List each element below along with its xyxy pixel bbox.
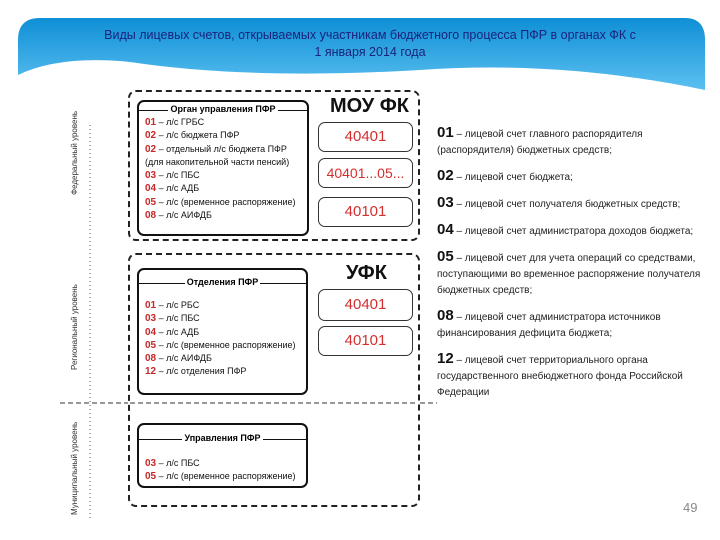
account-code: 12 bbox=[145, 366, 157, 378]
level-label-federal: Федеральный уровень bbox=[70, 110, 79, 195]
federal-fk-name: МОУ ФК bbox=[330, 95, 409, 117]
legend-item bbox=[437, 195, 707, 213]
account-code: 01 bbox=[437, 124, 454, 141]
account-description: – л/с ПБС bbox=[156, 313, 200, 324]
account-description: – л/с АДБ bbox=[156, 183, 200, 194]
account-description: – лицевой счет бюджета; bbox=[453, 172, 573, 183]
account-code: 02 bbox=[145, 130, 157, 142]
account-description: – лицевой счет администратора источников финансирования дефицита бюджета; bbox=[437, 312, 661, 339]
account-description: – лицевой счет для учета операций со средствами, поступающими во временное распоряжение получателя бюджетных средств; bbox=[437, 253, 701, 296]
account-row bbox=[145, 299, 300, 312]
account-description: – л/с ГРБС bbox=[156, 117, 205, 127]
account-code: 05 bbox=[145, 471, 157, 483]
account-description: – лицевой счет администратора доходов бюджета; bbox=[453, 226, 694, 237]
account-code: 04 bbox=[145, 183, 157, 195]
account-code: 04 bbox=[145, 326, 157, 338]
account-description: – л/с (временное распоряжение) bbox=[156, 471, 296, 482]
legend-item bbox=[437, 308, 707, 342]
regional-fk-name: УФК bbox=[346, 262, 387, 284]
account-row bbox=[145, 470, 300, 483]
level-label-municipal: Муниципальный уровень bbox=[70, 421, 79, 515]
account-box: 40101 bbox=[318, 197, 413, 227]
account-description: – л/с (временное распоряжение) bbox=[156, 339, 296, 350]
account-code: 01 bbox=[145, 117, 157, 128]
account-box: 40401 bbox=[318, 122, 413, 152]
account-description: – л/с АИФДБ bbox=[156, 210, 212, 221]
account-row bbox=[145, 312, 300, 325]
account-description: – л/с АДБ bbox=[156, 326, 200, 337]
municipal-org-header: Управления ПФР bbox=[184, 433, 261, 443]
account-description: – л/с отделения ПФР bbox=[156, 366, 247, 377]
account-description: – л/с ПБС bbox=[156, 458, 200, 468]
account-description: – л/с ПБС bbox=[156, 170, 200, 181]
account-description: (для накопительной части пенсий) bbox=[145, 156, 290, 167]
legend-item bbox=[437, 125, 707, 159]
account-description: – л/с АИФДБ bbox=[156, 353, 212, 364]
account-code: 08 bbox=[437, 307, 454, 324]
account-code: 05 bbox=[145, 339, 157, 351]
account-row bbox=[145, 326, 300, 339]
account-description: – лицевой счет главного распорядителя (распорядителя) бюджетных средств; bbox=[437, 129, 643, 156]
account-code-legend bbox=[437, 125, 707, 410]
account-code: 05 bbox=[437, 248, 454, 265]
account-box: 40401 bbox=[318, 289, 413, 321]
account-description: – л/с бюджета ПФР bbox=[156, 130, 240, 141]
account-row bbox=[145, 352, 300, 365]
level-label-regional: Региональный уровень bbox=[70, 284, 79, 370]
account-code: 12 bbox=[437, 350, 454, 367]
account-code: 08 bbox=[145, 353, 157, 365]
account-code: 05 bbox=[145, 196, 157, 208]
account-code: 03 bbox=[145, 313, 157, 325]
regional-org-header: Отделения ПФР bbox=[186, 277, 259, 287]
account-code: 02 bbox=[437, 167, 454, 184]
account-description: – отдельный л/с бюджета ПФР bbox=[156, 143, 287, 154]
account-box: 40401...05... bbox=[318, 158, 413, 188]
account-description: – л/с РБС bbox=[156, 300, 200, 310]
account-code: 03 bbox=[145, 170, 157, 182]
account-code: 03 bbox=[145, 458, 157, 469]
page-number: 49 bbox=[683, 500, 698, 515]
account-box: 40101 bbox=[318, 326, 413, 356]
legend-item bbox=[437, 249, 707, 299]
account-description: – лицевой счет получателя бюджетных средств; bbox=[453, 199, 681, 210]
account-description: – л/с (временное распоряжение) bbox=[156, 196, 296, 207]
slide-title: Виды лицевых счетов, открываемых участникам бюджетного процесса ПФР в органах ФК с 1 января 2014 года bbox=[104, 28, 636, 59]
account-row bbox=[145, 457, 300, 470]
municipal-org-box bbox=[137, 423, 308, 488]
account-code: 03 bbox=[437, 194, 454, 211]
regional-org-box bbox=[137, 268, 308, 395]
account-row bbox=[145, 339, 300, 352]
account-row bbox=[145, 365, 300, 378]
account-code: 08 bbox=[145, 210, 157, 222]
federal-org-header: Орган управления ПФР bbox=[170, 104, 276, 114]
legend-item bbox=[437, 222, 707, 240]
account-description: – лицевой счет территориального органа государственного внебюджетного фонда Российской Федерации bbox=[437, 355, 683, 398]
account-code: 04 bbox=[437, 221, 454, 238]
account-code: 02 bbox=[145, 143, 157, 155]
legend-item bbox=[437, 168, 707, 186]
account-code: 01 bbox=[145, 300, 157, 311]
legend-item bbox=[437, 351, 707, 401]
